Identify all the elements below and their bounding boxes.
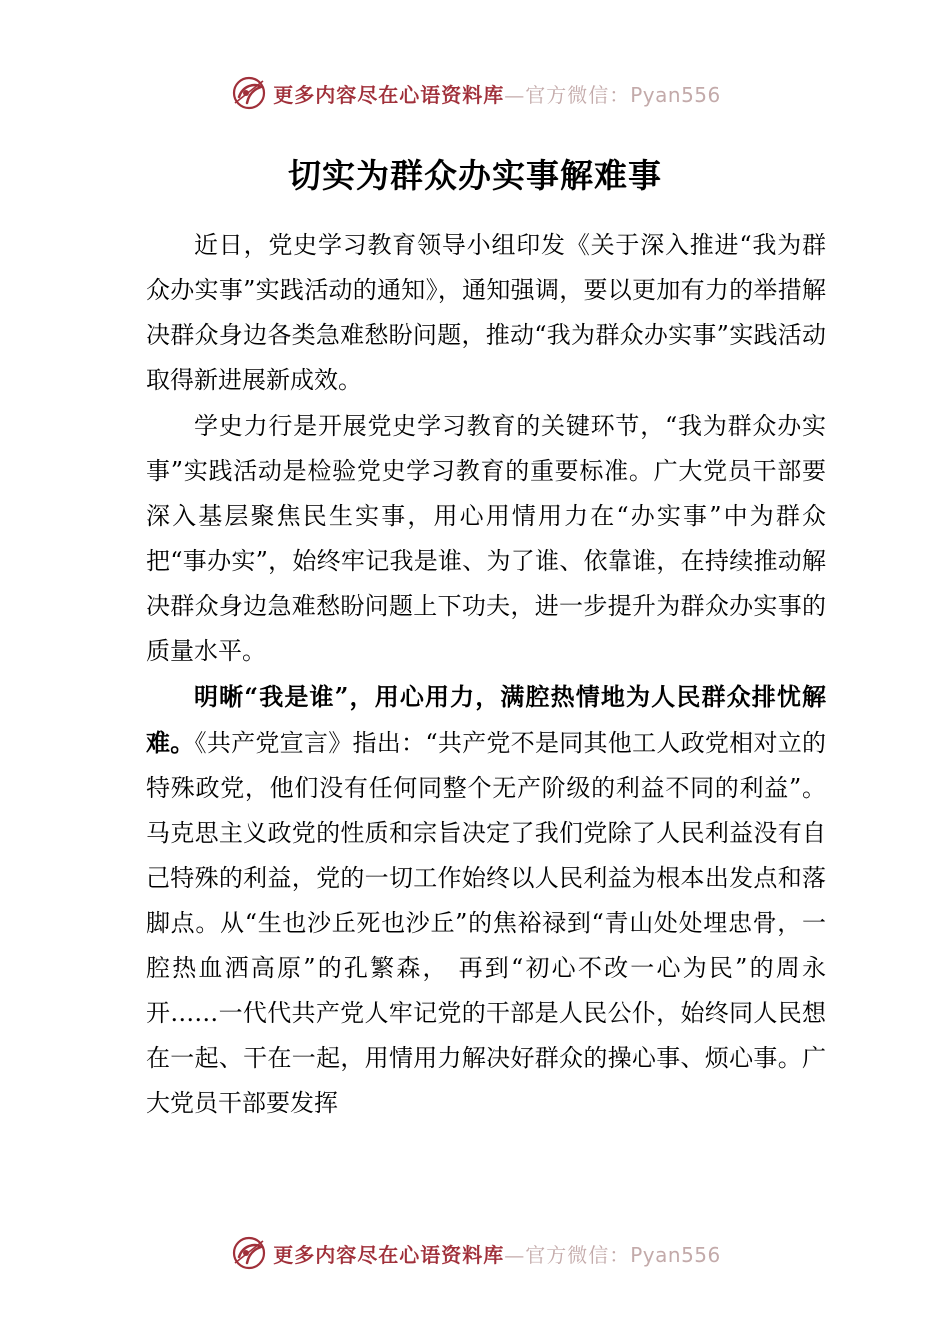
footer-dash: — [504,1242,526,1267]
header-watermark-banner [0,70,950,116]
header-dash: — [504,82,526,107]
paragraph-3 [146,674,826,1126]
header-watermark-text [273,79,721,108]
paragraph-3-bold: 明晰“我是谁”，用心用力，满腔热情地为人民群众排忧解难。 [146,682,826,757]
paragraph-2 [146,403,826,674]
brand-logo-icon [229,73,269,113]
footer-wechat-label: 官方微信： [525,1242,631,1267]
paragraph-3-text: 《共产党宣言》指出：“共产党不是同其他工人政党相对立的特殊政党，他们没有任何同整个无产阶级的利益不同的利益”。马克思主义政党的性质和宗旨决定了我们党除了人民利益没有自己特殊的利益，党的一切工作始终以人民利益为根本出发点和落脚点。从“生也沙丘死也沙丘”的焦裕禄到“青山处处埋忠骨，一腔热血洒高原”的孔繁森， 再到“初心不改一心为民”的周永开……一代代共产党人牢记党的干部是人民公仆，始终同人民想在一起、干在一起，用情用力解决好群众的操心事、烦心事。广大党员干部要发挥 [146,729,826,1117]
header-wechat-label: 官方微信： [525,82,631,107]
footer-site-text: 更多内容尽在心语资料库 [273,1242,505,1267]
paragraph-1-text: 近日，党史学习教育领导小组印发《关于深入推进“我为群众办实事”实践活动的通知》，通知强调，要以更加有力的举措解决群众身边各类急难愁盼问题，推动“我为群众办实事”实践活动取得新进展新成效。 [146,231,826,394]
header-wechat-id: Pyan556 [630,82,721,107]
header-site-text: 更多内容尽在心语资料库 [273,82,505,107]
footer-watermark-banner [0,1230,950,1276]
brand-logo-icon [229,1233,269,1273]
footer-wechat-id: Pyan556 [630,1242,721,1267]
footer-watermark-text [273,1239,721,1268]
paragraph-1 [146,222,826,403]
document-title: 切实为群众办实事解难事 [288,156,662,195]
paragraph-2-text: 学史力行是开展党史学习教育的关键环节，“我为群众办实事”实践活动是检验党史学习教育的重要标准。广大党员干部要深入基层聚焦民生实事，用心用情用力在“办实事”中为群众把“事办实”，始终牢记我是谁、为了谁、依靠谁，在持续推动解决群众身边急难愁盼问题上下功夫，进一步提升为群众办实事的质量水平。 [146,412,826,665]
document-body [146,222,826,1126]
